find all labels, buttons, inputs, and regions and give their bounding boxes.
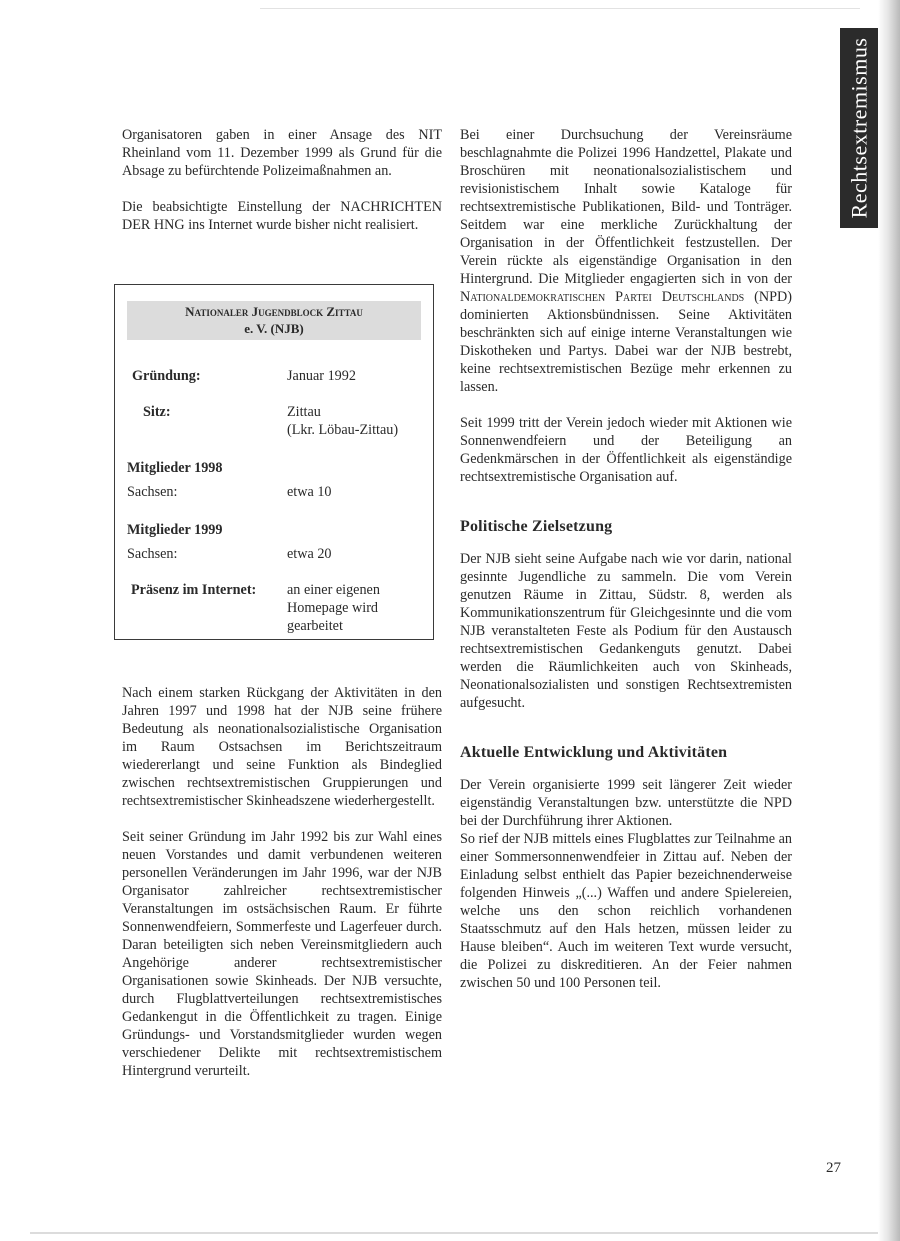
fact-value: Zittau: [287, 404, 321, 420]
text-run: Bei einer Durchsuchung der Vereinsräume beschlagnahmte die Polizei 1996 Handzettel, Plakate und Broschüren mit neonationalsozialistischem und revisionistischem Inhalt sowie Kataloge für rechtsextremistische Publikationen, Bild- und Tonträger. Seitdem war eine merkliche Zurückhaltung der Organisation in der Öffentlichkeit festzustellen. Der Verein rückte als eigenständige Organisation in den Hintergrund. Die Mitglieder engagierten sich in von der: [460, 127, 792, 287]
fact-box-title-line: e. V. (NJB): [244, 321, 304, 336]
page-number: 27: [826, 1160, 841, 1176]
fact-label: Sachsen:: [127, 546, 178, 562]
fact-value: an einer eigenen: [287, 582, 380, 598]
fact-label: Mitglieder 1999: [127, 522, 223, 538]
scan-edge-bottom: [30, 1232, 880, 1234]
left-column-top: [122, 126, 442, 234]
party-name: Nationaldemokratischen Partei Deutschlands: [460, 289, 745, 305]
paragraph: Der NJB sieht seine Aufgabe nach wie vor darin, national gesinnte Jugendliche zu sammeln. Die vom Verein genutzen Räume in Zittau, Südstr. 8, werden als Kommunikationszentrum für Gleichgesinnte und die vom NJB veranstalteten Feste als Podium für den Austausch rechtsextremistischen Gedankenguts genutzt. Dabei werden die Räumlichkeiten auch von Skinheads, Neonationalsozialisten und sonstigen Rechtsextremisten aufgesucht.: [460, 551, 792, 711]
section-heading: Aktuelle Entwicklung und Aktivitäten: [460, 744, 728, 761]
paragraph: Seit 1999 tritt der Verein jedoch wieder mit Aktionen wie Sonnenwendfeiern und der Beteiligung an Gedenkmärschen in der Öffentlichkeit als eigenständige rechtsextremistische Organisation auf.: [460, 415, 792, 485]
fact-label: Sachsen:: [127, 484, 178, 500]
paragraph: Seit seiner Gründung im Jahr 1992 bis zur Wahl eines neuen Vorstandes und damit verbundenen weiteren personellen Veränderungen im Jahr 1996, war der NJB Organisator zahlreicher rechtsextremistischer Veranstaltungen im ostsächsischen Raum. Er führte Sonnenwendfeiern, Sommerfeste und Lagerfeuer durch. Daran beteiligten sich neben Vereinsmitgliedern auch Angehörige anderer rechtsextremistischer Organisationen sowie Skinheads. Der NJB versuchte, durch Flugblattverteilungen rechtsextremistisches Gedankengut in die Öffentlichkeit zu tragen. Einige Gründungs- und Vorstandsmitglieder wurden wegen verschiedener Delikte mit rechtsextremistischem Hintergrund verurteilt.: [122, 829, 442, 1079]
section-heading: Politische Zielsetzung: [460, 518, 613, 535]
paragraph: Nach einem starken Rückgang der Aktivitäten in den Jahren 1997 und 1998 hat der NJB seine frühere Bedeutung als neonationalsozialistische Organisation im Raum Ostsachsen im Berichtszeitraum wiedererlangt und seine Funktion als Bindeglied zwischen rechtsextremistischen Gruppierungen und rechtsextremistischer Skinheadszene wiederhergestellt.: [122, 685, 442, 809]
fact-label: Gründung:: [132, 368, 201, 384]
fact-label: Präsenz im Internet:: [131, 582, 257, 598]
page-edge-shadow: [878, 0, 900, 1241]
fact-value: (Lkr. Löbau-Zittau): [287, 422, 399, 438]
fact-value: Januar 1992: [287, 368, 356, 384]
right-column: [460, 126, 792, 992]
left-column-bottom: [122, 684, 442, 1080]
section-tab-label: Rechtsextremismus: [846, 37, 871, 219]
fact-label: Sitz:: [143, 404, 171, 420]
organization-fact-box: [114, 284, 434, 640]
fact-label: Mitglieder 1998: [127, 460, 223, 476]
fact-value: Homepage wird: [287, 600, 379, 616]
fact-value: gearbeitet: [287, 618, 343, 634]
fact-box-title: [127, 301, 421, 340]
section-tab: [840, 28, 878, 228]
text-run: (NPD) dominierten Aktionsbündnissen. Seine Aktivitäten beschränkten sich auf einige interne Veranstaltungen wie Diskotheken und Partys. Dabei war der NJB bestrebt, keine rechtsextremistischen Bezüge mehr erkennen zu lassen.: [460, 289, 792, 395]
paragraph: Der Verein organisierte 1999 seit längerer Zeit wieder eigenständig Veranstaltungen bzw. unterstützte die NPD bei der Durchführung ihrer Aktionen.: [460, 777, 792, 829]
paragraph: Organisatoren gaben in einer Ansage des NIT Rheinland vom 11. Dezember 1999 als Grund für die Absage zu befürchtende Polizeimaßnahmen an.: [122, 127, 442, 179]
paragraph: So rief der NJB mittels eines Flugblattes zur Teilnahme an einer Sommersonnenwendfeier in Zittau auf. Neben der Einladung selbst enthielt das Papier bezeichnenderweise folgenden Hinweis „(...) Waffen und andere Spielereien, welche uns den schon reichlich vorhandenen Staatsschmutz auf den Hals hetzen, müssen leider zu Hause bleiben“. Auch im weiteren Text wurde versucht, die Polizei zu diskreditieren. An der Feier nahmen zwischen 50 und 100 Personen teil.: [460, 831, 792, 991]
fact-value: etwa 10: [287, 484, 332, 500]
fact-value: etwa 20: [287, 546, 332, 562]
fact-box-title-line: Nationaler Jugendblock Zittau: [185, 304, 363, 319]
scan-edge-top: [260, 8, 860, 9]
paragraph: [460, 126, 792, 396]
paragraph: Die beabsichtigte Einstellung der NACHRICHTEN DER HNG ins Internet wurde bisher nicht realisiert.: [122, 199, 442, 233]
